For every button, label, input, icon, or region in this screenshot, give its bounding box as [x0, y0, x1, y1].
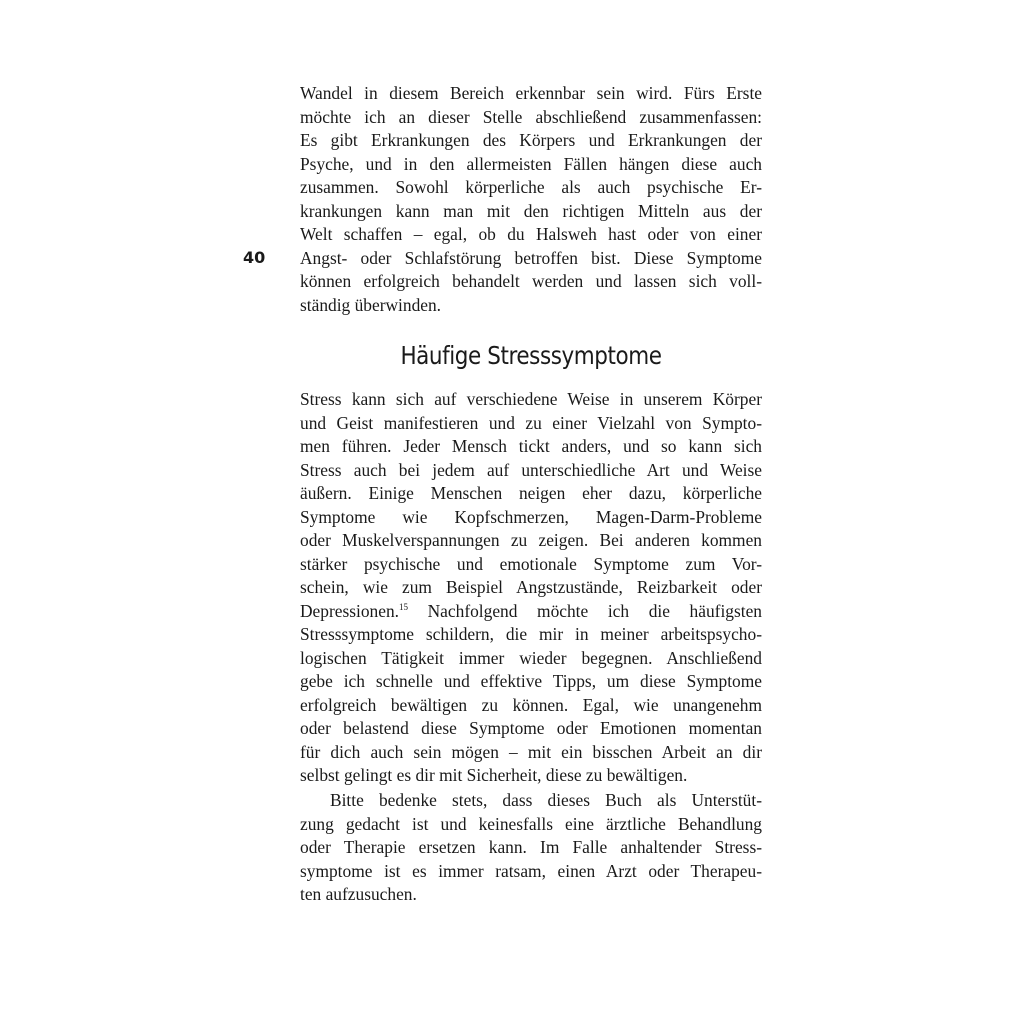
text-line: oder Muskelverspannungen zu zeigen. Bei anderen kommen [300, 530, 762, 550]
text-line: Angst- oder Schlafstörung betroffen bist. Diese Symptome [300, 247, 762, 268]
paragraph-stress-symptoms [300, 388, 762, 788]
text-line: erfolgreich bewältigen zu können. Egal, wie unangenehm [300, 694, 762, 715]
footnote-reference[interactable]: 15 [399, 601, 409, 612]
text-line: ständig überwinden. [300, 294, 442, 315]
text-line: krankungen kann man mit den richtigen Mitteln aus der [300, 200, 762, 221]
text-line: Symptome wie Kopfschmerzen, Magen-Darm-Probleme [300, 506, 762, 527]
text-line: möchte ich an dieser Stelle abschließend zusammenfassen: [300, 106, 762, 127]
text-line: men führen. Jeder Mensch tickt anders, und so kann sich [300, 436, 762, 456]
paragraph-intro-continuation [300, 82, 762, 317]
text-line: selbst gelingt es dir mit Sicherheit, diese zu bewältigen. [300, 765, 688, 785]
text-line: äußern. Einige Menschen neigen eher dazu, körperliche [300, 483, 762, 503]
text-line: Psyche, und in den allermeisten Fällen hängen diese auch [300, 153, 762, 174]
text-line: gebe ich schnelle und effektive Tipps, um diese Symptome [300, 671, 762, 691]
text-line: oder belastend diese Symptome oder Emotionen momentan [300, 718, 762, 738]
text-line: können erfolgreich behandelt werden und lassen sich voll- [300, 271, 762, 291]
paragraph-disclaimer [300, 789, 762, 907]
text-line: Stress kann sich auf verschiedene Weise in unserem Körper [300, 389, 762, 409]
text-line: für dich auch sein mögen – mit ein bisschen Arbeit an dir [300, 741, 762, 762]
text-fragment: Nachfolgend möchte ich die häufigsten [427, 600, 762, 621]
text-line: Es gibt Erkrankungen des Körpers und Erkrankungen der [300, 130, 762, 150]
text-fragment: Depressionen. [300, 600, 400, 621]
text-line: Bitte bedenke stets, dass dieses Buch als Unterstüt- [330, 790, 762, 810]
text-line: zusammen. Sowohl körperliche als auch psychische Er- [300, 177, 762, 197]
text-line: Wandel in diesem Bereich erkennbar sein wird. Fürs Erste [300, 83, 762, 103]
text-line: Welt schaffen – egal, ob du Halsweh hast oder von einer [300, 224, 762, 244]
text-line: zung gedacht ist und keinesfalls eine ärztliche Behandlung [300, 813, 762, 834]
text-line: und Geist manifestieren und zu einer Vielzahl von Sympto- [300, 412, 762, 433]
text-line: schein, wie zum Beispiel Angstzustände, Reizbarkeit oder [300, 577, 762, 597]
text-line: ten aufzusuchen. [300, 884, 417, 904]
section-heading: Häufige Stresssymptome [400, 341, 662, 370]
text-line: logischen Tätigkeit immer wieder begegnen. Anschließend [300, 647, 762, 668]
page-number: 40 [243, 248, 266, 267]
text-line: symptome ist es immer ratsam, einen Arzt oder Therapeu- [300, 860, 762, 881]
text-line: stärker psychische und emotionale Symptome zum Vor- [300, 553, 762, 574]
text-line: Stress auch bei jedem auf unterschiedliche Art und Weise [300, 459, 762, 480]
text-line-with-footnote [300, 600, 762, 624]
text-line: oder Therapie ersetzen kann. Im Falle anhaltender Stress- [300, 837, 762, 857]
text-line: Stresssymptome schildern, die mir in meiner arbeitspsycho- [300, 624, 762, 644]
